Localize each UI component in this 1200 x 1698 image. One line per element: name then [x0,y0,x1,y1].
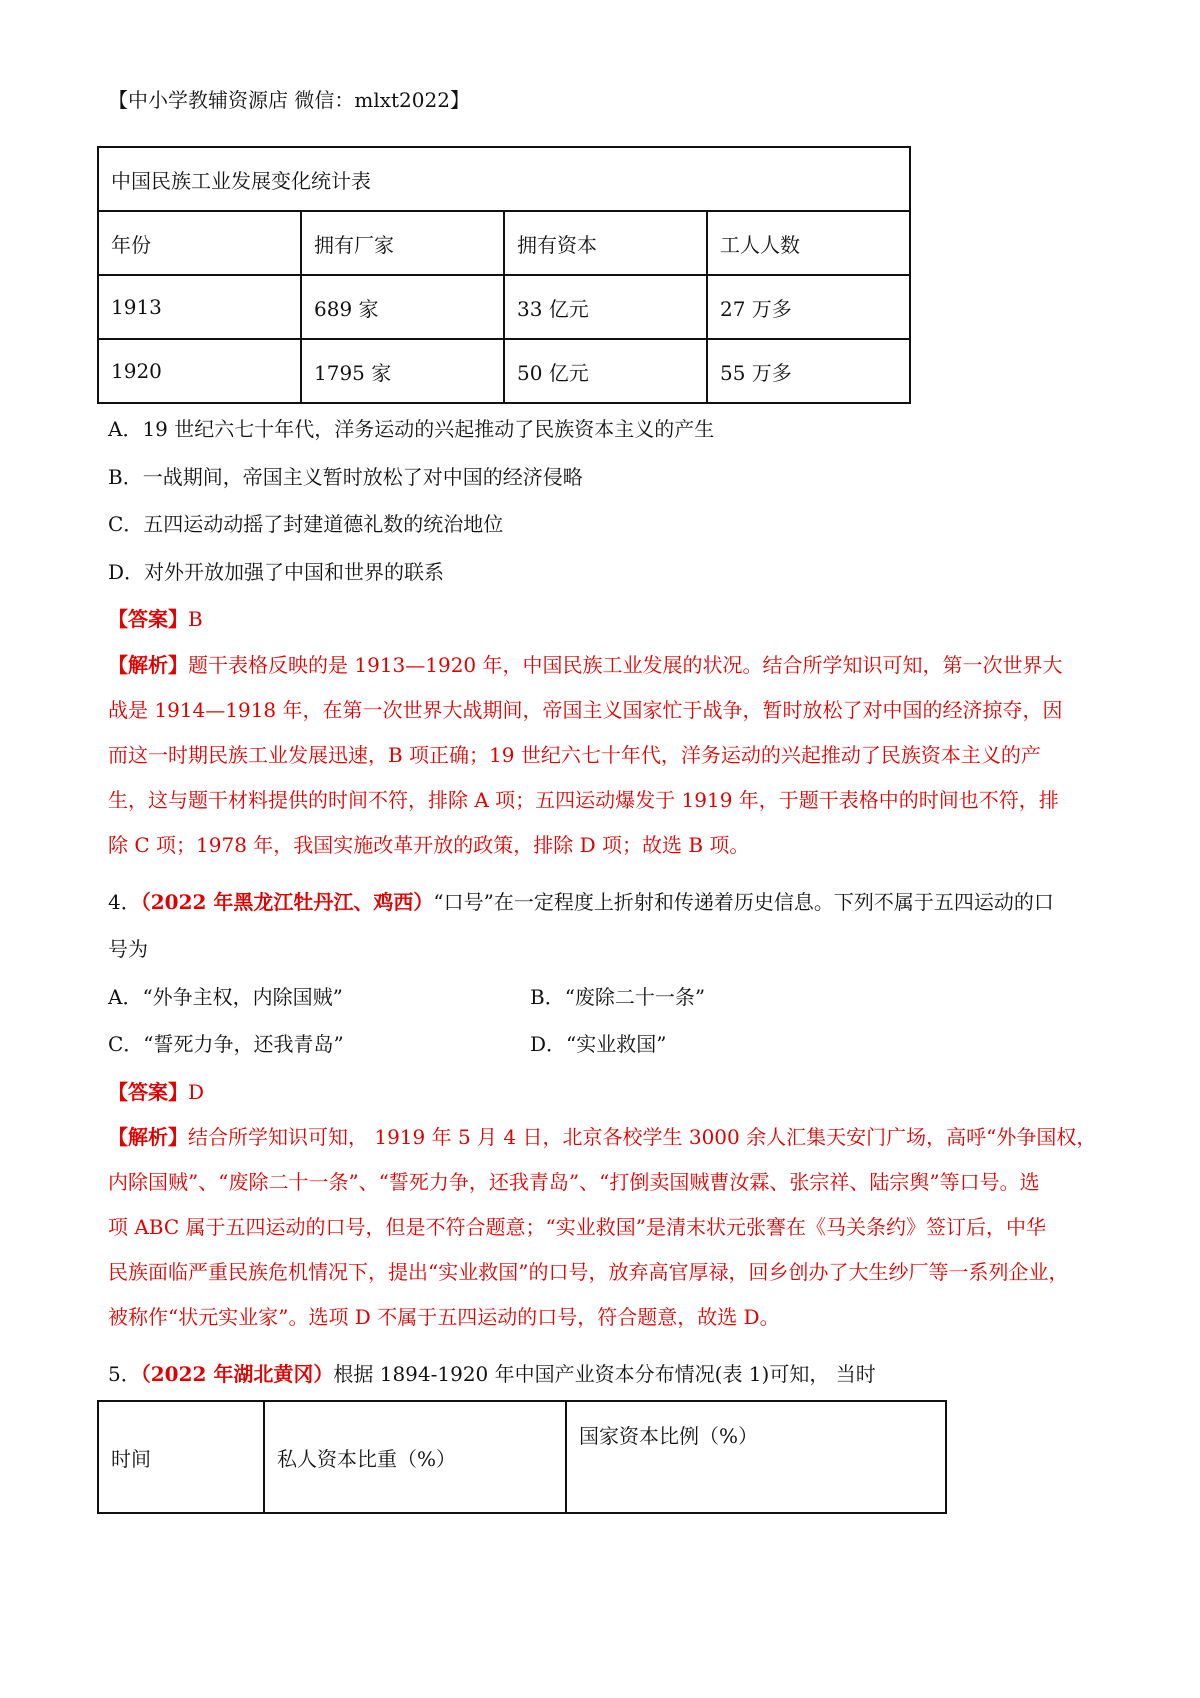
table-cell: 1913 [98,275,301,339]
q4-option-b: B．“废除二十一条” [530,985,706,1009]
analysis-line: 战是 1914—1918 年，在第一次世界大战期间，帝国主义国家忙于战争，暂时放松了对中国的经济掠夺，因 [108,698,1063,722]
option-c: C．五四运动动摇了封建道德礼数的统治地位 [108,512,504,536]
option-a: A．19 世纪六七十年代，洋务运动的兴起推动了民族资本主义的产生 [108,417,715,441]
question-stem: 根据 1894-1920 年中国产业资本分布情况(表 1)可知， 当时 [333,1362,876,1386]
table-title: 中国民族工业发展变化统计表 [98,147,910,211]
analysis-line: 项 ABC 属于五四运动的口号，但是不符合题意；“实业救国”是清末状元张謇在《马关条约》签订后，中华 [108,1215,1046,1239]
table-header-cell: 时间 [98,1401,264,1513]
table-cell: 55 万多 [707,339,910,403]
analysis-line: 被称作“状元实业家”。选项 D 不属于五四运动的口号，符合题意，故选 D。 [108,1305,780,1329]
answer-value: B [188,607,203,631]
table-header-cell: 国家资本比例（%） [566,1401,946,1513]
table-cell: 689 家 [301,275,504,339]
analysis-label: 【解析】 [108,653,188,677]
question-stem: “口号”在一定程度上折射和传递着历史信息。下列不属于五四运动的口 [433,890,1054,914]
table-cell: 50 亿元 [504,339,707,403]
option-b: B．一战期间，帝国主义暂时放松了对中国的经济侵略 [108,465,583,489]
capital-distribution-table [97,1400,947,1514]
answer-label: 【答案】 [108,607,188,631]
analysis-line: 结合所学知识可知， 1919 年 5 月 4 日，北京各校学生 3000 余人汇集天安门广场，高呼“外争国权， [188,1125,1097,1149]
q5-stem [108,1360,876,1388]
table-cell: 27 万多 [707,275,910,339]
table-cell: 1795 家 [301,339,504,403]
question-number: 4． [108,890,141,914]
option-d: D．对外开放加强了中国和世界的联系 [108,560,445,584]
analysis-line: 题干表格反映的是 1913—1920 年，中国民族工业发展的状况。结合所学知识可知，第一次世界大 [188,653,1063,677]
header-watermark: 【中小学教辅资源店 微信：mlxt2022】 [108,88,470,112]
q3-answer [108,605,203,633]
answer-value: D [188,1080,205,1104]
q4-answer [108,1078,204,1106]
table-row [98,275,910,339]
q3-analysis [108,643,1063,868]
table-cell: 33 亿元 [504,275,707,339]
analysis-line: 民族面临严重民族危机情况下，提出“实业救国”的口号，放弃高官厚禄，回乡创办了大生纱厂等一系列企业， [108,1260,1069,1284]
table-header-cell: 年份 [98,211,301,275]
table-header-row [98,1401,946,1513]
q4-option-a: A．“外争主权，内除国贼” [108,985,343,1009]
industry-stats-table [97,146,911,404]
analysis-line: 而这一时期民族工业发展迅速，B 项正确；19 世纪六七十年代，洋务运动的兴起推动了民族资本主义的产 [108,743,1041,767]
q4-option-c: C．“誓死力争，还我青岛” [108,1032,344,1056]
analysis-line: 除 C 项；1978 年，我国实施改革开放的政策，排除 D 项；故选 B 项。 [108,833,750,857]
table-cell: 1920 [98,339,301,403]
q4-option-d: D．“实业救国” [530,1032,667,1056]
table-header-row [98,211,910,275]
q4-analysis [108,1115,1096,1340]
question-source: （2022 年湖北黄冈） [140,1362,334,1386]
answer-label: 【答案】 [108,1080,188,1104]
question-number: 5． [108,1362,141,1386]
table-header-cell: 拥有厂家 [301,211,504,275]
analysis-line: 内除国贼”、“废除二十一条”、“誓死力争，还我青岛”、“打倒卖国贼曹汝霖、张宗祥、陆宗舆”等口号。选 [108,1170,1040,1194]
analysis-label: 【解析】 [108,1125,188,1149]
q4-stem [108,888,1054,916]
q4-stem-cont: 号为 [108,937,148,961]
question-source: （2022 年黑龙江牡丹江、鸡西） [140,890,434,914]
analysis-line: 生，这与题干材料提供的时间不符，排除 A 项；五四运动爆发于 1919 年，于题干表格中的时间也不符，排 [108,788,1059,812]
table-header-cell: 拥有资本 [504,211,707,275]
table-header-cell: 工人人数 [707,211,910,275]
table-row [98,339,910,403]
table-header-cell: 私人资本比重（%） [264,1401,566,1513]
